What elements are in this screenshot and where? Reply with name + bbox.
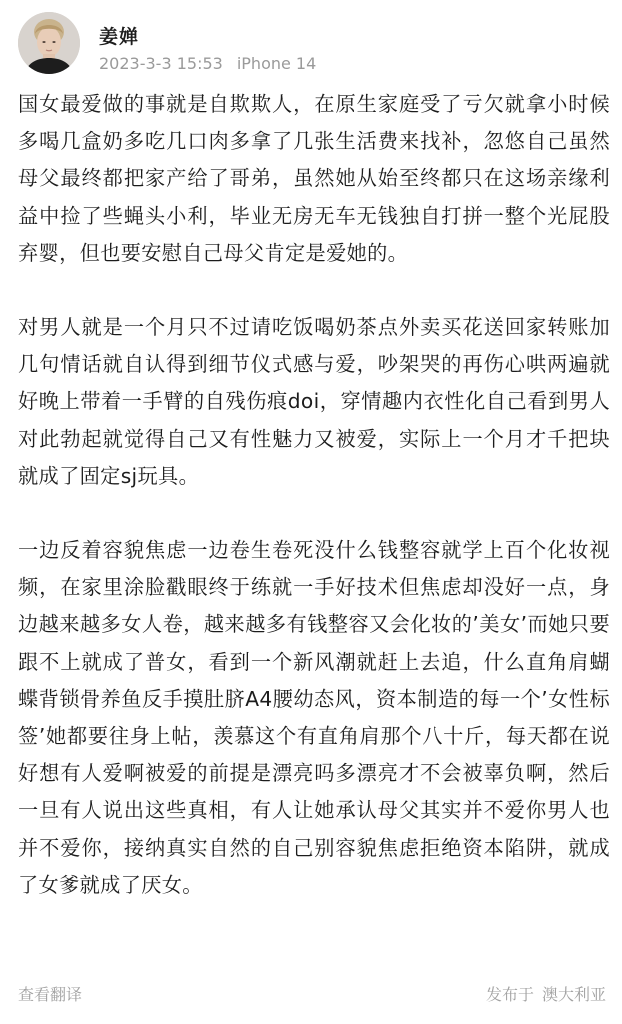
post-header bbox=[18, 12, 608, 82]
post-device: iPhone 14 bbox=[236, 54, 317, 73]
author-name[interactable]: 姜婵 bbox=[99, 26, 140, 48]
post-paragraph-2: 对男人就是一个月只不过请吃饭喝奶茶点外卖买花送回家转账加几句情话就自认得到细节仪式感与爱，吵架哭的再伤心哄两遍就好晚上带着一手臂的自残伤痕doi，穿情趣内衣性化自己看到男人对此勃起就觉得自己又有性魅力又被爱，实际上一个月才千把块就成了固定sj玩具。 bbox=[18, 315, 610, 488]
post-paragraph-1: 国女最爱做的事就是自欺欺人，在原生家庭受了亏欠就拿小时候多喝几盒奶多吃几口肉多拿了几张生活费来找补，忽悠自己虽然母父最终都把家产给了哥弟，虽然她从始至终都只在这场亲缘利益中捡了些蝇头小利，毕业无房无车无钱独自打拼一整个光屁股弃婴，但也要安慰自己母父肯定是爱她的。 bbox=[18, 92, 610, 265]
avatar[interactable] bbox=[18, 12, 80, 74]
location-name: 澳大利亚 bbox=[541, 985, 606, 1004]
user-avatar-icon bbox=[18, 12, 80, 74]
post-date: 2023-3-3 15:53 bbox=[99, 54, 223, 73]
post-footer bbox=[18, 982, 606, 1010]
post-paragraph-3: 一边反着容貌焦虑一边卷生卷死没什么钱整容就学上百个化妆视频，在家里涂脸戳眼终于练就一手好技术但焦虑却没好一点，身边越来越多女人卷，越来越多有钱整容又会化妆的’美女’而她只要跟不上就成了普女，看到一个新风潮就赶上去追，什么直角肩蝴蝶背锁骨养鱼反手摸肚脐A4腰幼态风，资本制造的每一个’女性标签’她都要往身上帖，羡慕这个有直角肩那个八十斤，每天都在说好想有人爱啊被爱的前提是漂亮吗多漂亮才不会被辜负啊，然后一旦有人说出这些真相，有人让她承认母父其实并不爱你男人也并不爱你，接纳真实自然的自己别容貌焦虑拒绝资本陷阱，就成了女爹就成了厌女。 bbox=[18, 538, 610, 897]
location-prefix: 发布于 bbox=[485, 985, 534, 1004]
post-content bbox=[18, 86, 610, 904]
post-meta bbox=[99, 54, 316, 73]
view-translation-button[interactable]: 查看翻译 bbox=[18, 985, 83, 1004]
post-location bbox=[486, 982, 606, 1005]
